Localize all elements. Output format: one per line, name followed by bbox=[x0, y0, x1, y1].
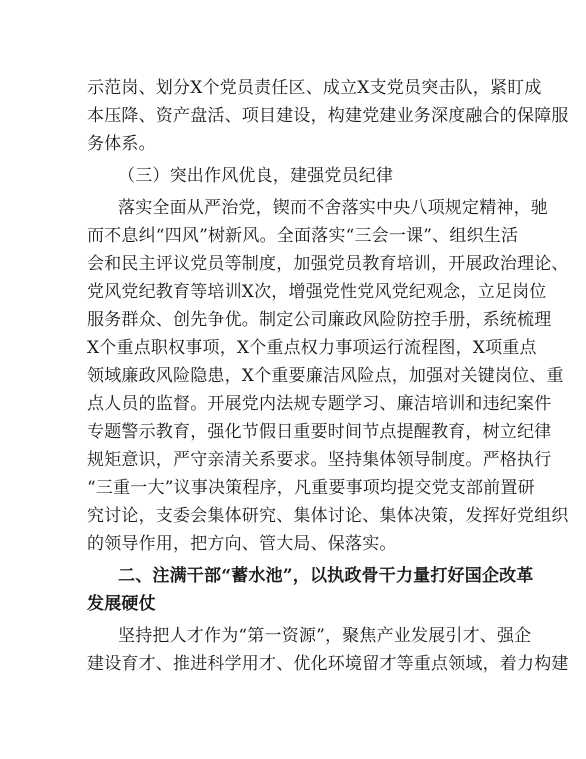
paragraph-line: “三重一大”议事决策程序，凡重要事项均提交党支部前置研 bbox=[87, 478, 535, 498]
paragraph-line: X个重点职权事项，X个重点权力事项运行流程图，X项重点 bbox=[87, 338, 537, 358]
paragraph-line: 规矩意识，严守亲清关系要求。坚持集体领导制度。严格执行 bbox=[87, 450, 552, 470]
paragraph-line: 落实全面从严治党，锲而不舍落实中央八项规定精神，驰 bbox=[118, 198, 548, 218]
paragraph-line: 本压降、资产盘活、项目建设，构建党建业务深度融合的保障服 bbox=[87, 106, 569, 126]
paragraph-line: 专题警示教育，强化节假日重要时间节点提醒教育，树立纪律 bbox=[87, 422, 552, 442]
chapter-heading: 二、注满干部“蓄水池”，以执政骨干力量打好国企改革 bbox=[118, 566, 534, 586]
paragraph-line: 建设育才、推进科学用才、优化环境留才等重点领域，着力构建 bbox=[87, 654, 569, 674]
paragraph-line: 务体系。 bbox=[87, 134, 156, 154]
paragraph-line: 的领导作用，把方向、管大局、保落实。 bbox=[87, 534, 397, 554]
paragraph-line: 点人员的监督。开展党内法规专题学习、廉洁培训和违纪案件 bbox=[87, 394, 552, 414]
section-heading: （三）突出作风优良，建强党员纪律 bbox=[118, 166, 394, 186]
paragraph-line: 坚持把人才作为“第一资源”，聚焦产业发展引才、强企 bbox=[118, 626, 532, 646]
paragraph-line: 服务群众、创先争优。制定公司廉政风险防控手册，系统梳理 bbox=[87, 310, 552, 330]
paragraph-line: 示范岗、划分X个党员责任区、成立X支党员突击队，紧盯成 bbox=[87, 78, 542, 98]
paragraph-line: 究讨论，支委会集体研究、集体讨论、集体决策，发挥好党组织 bbox=[87, 506, 569, 526]
paragraph-line: 会和民主评议党员等制度，加强党员教育培训，开展政治理论、 bbox=[87, 254, 569, 274]
chapter-heading-continued: 发展硬仗 bbox=[87, 594, 156, 614]
paragraph-line: 领域廉政风险隐患，X个重要廉洁风险点，加强对关键岗位、重 bbox=[87, 366, 564, 386]
paragraph-line: 而不息纠“四风”树新风。全面落实“三会一课”、组织生活 bbox=[87, 226, 519, 246]
paragraph-line: 党风党纪教育等培训X次，增强党性党风党纪观念，立足岗位 bbox=[87, 282, 547, 302]
